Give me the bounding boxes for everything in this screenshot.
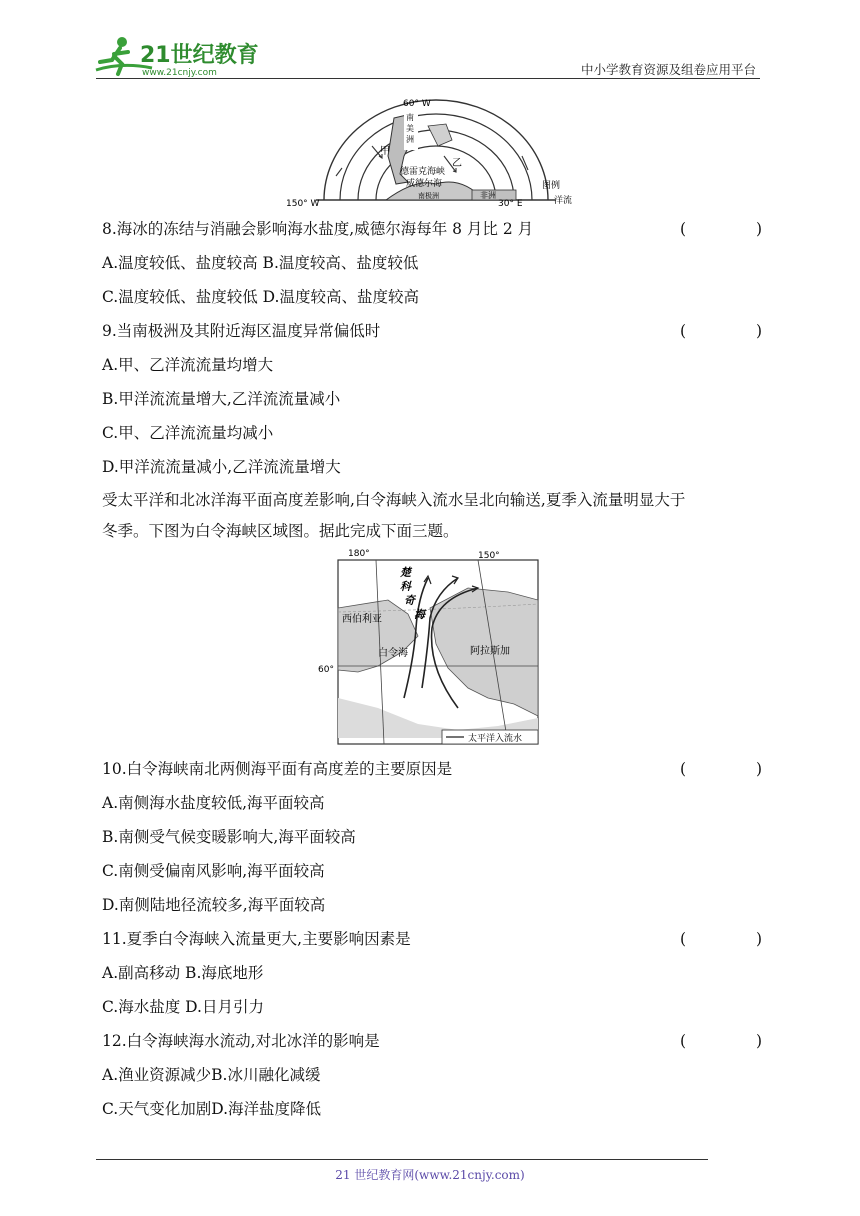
label-drake-passage: 德雷克海峡 [400,167,446,177]
platform-name: 中小学教育资源及组卷应用平台 [580,62,756,77]
label-siberia: 西伯利亚 [342,614,382,625]
label-south-america-2: 美 [406,124,414,133]
label-south-america-1: 南 [406,113,414,122]
label-150w: 150° W [286,199,320,209]
label-30e: 30° E [498,199,523,209]
q9-answer-slot[interactable]: ( ) [680,322,762,340]
label-chukchi-4: 海 [414,608,425,621]
q12-option-cd: C.天气变化加剧D.海洋盐度降低 [102,1100,322,1118]
q12-option-ab: A.渔业资源减少B.冰川融化减缓 [102,1066,321,1084]
label-chukchi-1: 楚 [400,566,411,579]
q10-option-d: D.南侧陆地径流较多,海平面较高 [102,896,326,914]
label-chukchi-2: 科 [400,580,411,593]
q10-answer-slot[interactable]: ( ) [680,760,762,778]
footer-link[interactable]: 21 世纪教育网(www.21cnjy.com) [335,1168,525,1182]
q9-stem: 9.当南极洲及其附近海区温度异常偏低时 [102,322,381,340]
label-150: 150° [478,551,500,561]
intro-line-2: 冬季。下图为白令海峡区域图。据此完成下面三题。 [102,522,459,540]
q12-stem: 12.白令海峡海水流动,对北冰洋的影响是 [102,1032,380,1050]
q10-option-c: C.南侧受偏南风影响,海平面较高 [102,862,325,880]
q8-option-ab: A.温度较低、盐度较高 B.温度较高、盐度较低 [102,254,419,272]
label-antarctica: 南极洲 [418,192,439,200]
label-south-america-3: 洲 [406,135,414,144]
legend-pacific-inflow: 太平洋入流水 [468,734,523,744]
q8-option-cd: C.温度较低、盐度较低 D.温度较高、盐度较高 [102,288,419,306]
q9-option-b: B.甲洋流流量增大,乙洋流流量减小 [102,390,341,408]
q9-option-a: A.甲、乙洋流流量均增大 [102,356,274,374]
q11-option-cd: C.海水盐度 D.日月引力 [102,998,264,1016]
q11-option-ab: A.副高移动 B.海底地形 [102,964,264,982]
antarctic-current-map [276,96,596,210]
label-60n: 60° [318,665,334,675]
q11-answer-slot[interactable]: ( ) [680,930,762,948]
q9-option-d: D.甲洋流流量减小,乙洋流流量增大 [102,458,341,476]
footer-divider [96,1159,708,1160]
site-logo [92,30,262,80]
legend-current: 洋流 [554,196,573,206]
logo-text: 21世纪教育 [140,43,259,68]
label-africa: 非洲 [480,191,496,200]
q8-stem: 8.海冰的冻结与消融会影响海水盐度,威德尔海每年 8 月比 2 月 [102,220,534,238]
q11-stem: 11.夏季白令海峡入流量更大,主要影响因素是 [102,930,411,948]
q10-option-b: B.南侧受气候变暖影响大,海平面较高 [102,828,356,846]
label-bering-sea: 白令海 [378,648,408,659]
label-chukchi-3: 奇 [404,594,415,607]
q10-stem: 10.白令海峡南北两侧海平面有高度差的主要原因是 [102,760,453,778]
logo-url: www.21cnjy.com [142,68,217,78]
label-weddell-sea: 威德尔海 [406,179,443,189]
q8-answer-slot[interactable]: ( ) [680,220,762,238]
label-alaska: 阿拉斯加 [470,646,510,657]
q12-answer-slot[interactable]: ( ) [680,1032,762,1050]
label-180: 180° [348,549,370,559]
legend-title: 图例 [542,181,561,191]
label-60w: 60° W [403,99,431,109]
label-jia: 甲 [380,146,390,157]
q10-option-a: A.南侧海水盐度较低,海平面较高 [102,794,325,812]
bering-strait-map [318,548,546,748]
q9-option-c: C.甲、乙洋流流量均减小 [102,424,274,442]
intro-line-1: 受太平洋和北冰洋海平面高度差影响,白令海峡入流水呈北向输送,夏季入流量明显大于 [102,491,686,509]
label-yi: 乙 [452,158,462,169]
header-divider [96,78,760,79]
